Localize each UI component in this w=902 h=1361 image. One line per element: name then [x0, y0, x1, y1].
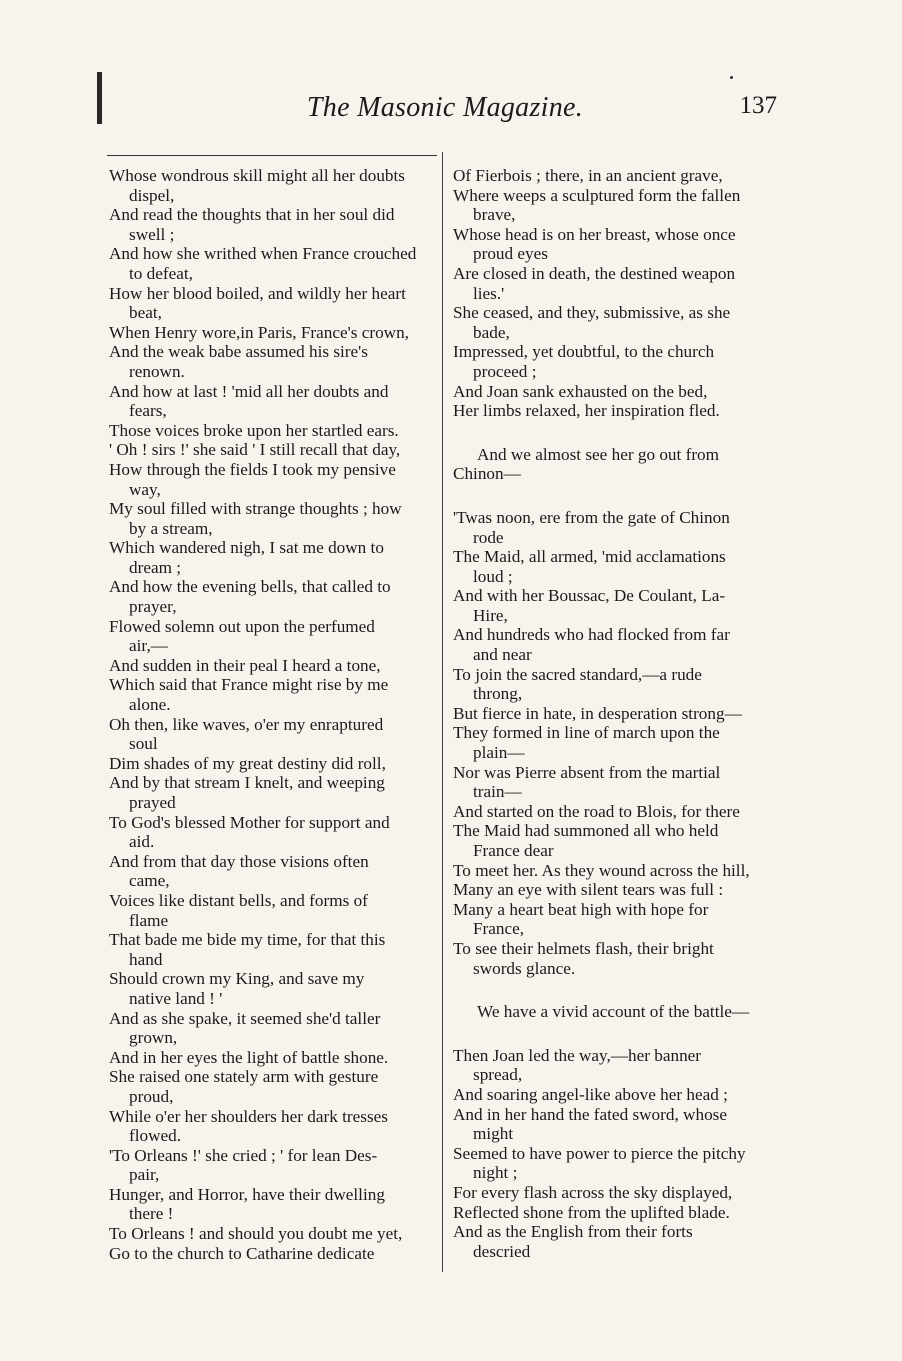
verse-line: To see their helmets flash, their bright: [453, 938, 714, 958]
verse-line: hand: [129, 949, 163, 969]
verse-line: native land ! ': [129, 988, 223, 1008]
verse-line: alone.: [129, 695, 171, 715]
margin-mark: [97, 72, 102, 124]
verse-line: soul: [129, 734, 158, 754]
verse-line: Oh then, like waves, o'er my enraptured: [109, 714, 384, 734]
verse-line: Impressed, yet doubtful, to the church: [453, 342, 715, 362]
verse-line: renown.: [129, 361, 185, 381]
verse-line: air,—: [129, 636, 168, 656]
prose-line: We have a vivid account of the battle—: [477, 1002, 750, 1022]
running-title: The Masonic Magazine.: [306, 92, 584, 123]
verse-line: loud ;: [473, 566, 513, 586]
verse-line: And how at last ! 'mid all her doubts and: [109, 381, 389, 401]
verse-line: bade,: [473, 322, 510, 342]
verse-line: Hire,: [473, 605, 508, 625]
verse-line: She raised one stately arm with gesture: [109, 1067, 379, 1087]
verse-line: Voices like distant bells, and forms of: [109, 890, 368, 910]
verse-line: And in her eyes the light of battle shone.: [109, 1047, 389, 1067]
verse-line: And how she writhed when France crouched: [109, 244, 417, 264]
verse-line: swords glance.: [473, 958, 576, 978]
verse-line: And from that day those visions often: [109, 851, 369, 871]
verse-line: prayer,: [129, 597, 177, 617]
verse-line: And with her Boussac, De Coulant, La-: [453, 586, 726, 606]
verse-line: fears,: [129, 401, 167, 421]
verse-line: descried: [473, 1241, 531, 1261]
verse-line: 'Twas noon, ere from the gate of Chinon: [453, 507, 730, 527]
left-column: [109, 166, 434, 1263]
verse-line: France dear: [473, 841, 554, 860]
verse-line: Of Fierbois ; there, in an ancient grave,: [453, 166, 723, 185]
verse-line: brave,: [473, 205, 516, 225]
verse-line: night ;: [473, 1163, 518, 1183]
verse-line: To join the sacred standard,—a rude: [453, 664, 702, 684]
verse-line: by a stream,: [129, 518, 213, 538]
verse-line: Which said that France might rise by me: [109, 675, 389, 695]
verse-line: grown,: [129, 1028, 178, 1048]
verse-line: To God's blessed Mother for support and: [109, 812, 390, 832]
verse-line: Which wandered nigh, I sat me down to: [109, 538, 384, 558]
verse-line: And by that stream I knelt, and weeping: [109, 773, 385, 793]
verse-line: How through the fields I took my pensive: [109, 459, 396, 479]
verse-line: train—: [473, 782, 522, 802]
verse-line: to defeat,: [129, 263, 193, 283]
verse-line: might: [473, 1124, 514, 1144]
verse-line: Where weeps a sculptured form the fallen: [453, 185, 741, 205]
verse-line: flame: [129, 910, 169, 930]
verse-line: Nor was Pierre absent from the martial: [453, 762, 721, 782]
verse-line: Whose wondrous skill might all her doubts: [109, 166, 405, 185]
verse-line: And hundreds who had flocked from far: [453, 625, 730, 645]
verse-line: And in her hand the fated sword, whose: [453, 1104, 727, 1124]
verse-line: And as she spake, it seemed she'd taller: [109, 1008, 381, 1028]
verse-line: To meet her. As they wound across the hill,: [453, 860, 750, 880]
verse-line: Hunger, and Horror, have their dwelling: [109, 1184, 385, 1204]
verse-line: While o'er her shoulders her dark tresses: [109, 1106, 388, 1126]
verse-line: The Maid had summoned all who held: [453, 821, 719, 841]
verse-line: spread,: [473, 1065, 523, 1085]
column-divider: [442, 152, 443, 1272]
stanza-gap: [453, 978, 778, 1002]
verse-line: And how the evening bells, that called to: [109, 577, 391, 597]
verse-line: And started on the road to Blois, for there: [453, 801, 740, 821]
verse-line: For every flash across the sky displayed,: [453, 1182, 733, 1202]
verse-line: To Orleans ! and should you doubt me yet,: [109, 1224, 403, 1244]
verse-line: Are closed in death, the destined weapon: [453, 263, 736, 283]
verse-line: pair,: [129, 1165, 160, 1185]
stanza-gap: [453, 1022, 778, 1046]
verse-line: France,: [473, 919, 525, 939]
verse-line: Go to the church to Catharine dedicate: [109, 1243, 375, 1263]
verse-line: And sudden in their peal I heard a tone,: [109, 655, 381, 675]
verse-line: lies.': [473, 283, 505, 303]
verse-line: But fierce in hate, in desperation strong—: [453, 703, 742, 723]
verse-line: And the weak babe assumed his sire's: [109, 342, 368, 362]
verse-line: dream ;: [129, 557, 182, 577]
verse-line: Flowed solemn out upon the perfumed: [109, 616, 375, 636]
verse-line: way,: [129, 479, 161, 499]
verse-line: My soul filled with strange thoughts ; how: [109, 499, 402, 519]
verse-line: Many a heart beat high with hope for: [453, 899, 709, 919]
verse-line: When Henry wore,in Paris, France's crown,: [109, 322, 409, 342]
verse-line: aid.: [129, 832, 155, 852]
stanza-gap: [453, 421, 778, 445]
verse-line: Chinon—: [453, 464, 521, 484]
verse-line: there !: [129, 1204, 174, 1224]
header-rule: [107, 155, 437, 156]
verse-line: ' Oh ! sirs !' she said ' I still recall that day,: [109, 440, 401, 460]
verse-line: Reflected shone from the uplifted blade.: [453, 1202, 730, 1222]
page-header: [105, 90, 785, 130]
right-column: [453, 166, 778, 1261]
verse-line: throng,: [473, 684, 523, 704]
page-number: 137: [739, 92, 777, 119]
verse-line: Should crown my King, and save my: [109, 969, 365, 989]
verse-line: prayed: [129, 793, 176, 812]
verse-line: beat,: [129, 303, 162, 323]
verse-line: That bade me bide my time, for that this: [109, 930, 386, 950]
verse-line: 'To Orleans !' she cried ; ' for lean Des-: [109, 1145, 378, 1165]
verse-line: rode: [473, 527, 504, 547]
verse-line: Then Joan led the way,—her banner: [453, 1045, 702, 1065]
verse-line: The Maid, all armed, 'mid acclamations: [453, 547, 726, 567]
verse-line: and near: [473, 645, 532, 665]
verse-line: She ceased, and they, submissive, as she: [453, 303, 731, 323]
verse-line: plain—: [473, 743, 525, 763]
verse-line: And read the thoughts that in her soul did: [109, 205, 395, 225]
verse-line: And Joan sank exhausted on the bed,: [453, 381, 708, 401]
verse-line: They formed in line of march upon the: [453, 723, 720, 743]
verse-line: flowed.: [129, 1126, 182, 1146]
verse-line: Whose head is on her breast, whose once: [453, 224, 736, 244]
verse-line: proud eyes: [473, 244, 548, 264]
verse-line: proud,: [129, 1086, 174, 1106]
verse-line: came,: [129, 871, 170, 891]
verse-line: And as the English from their forts: [453, 1222, 693, 1242]
verse-line: How her blood boiled, and wildly her heart: [109, 283, 406, 303]
print-dot: [730, 76, 733, 79]
stanza-gap: [453, 484, 778, 508]
verse-line: dispel,: [129, 185, 175, 205]
verse-line: Her limbs relaxed, her inspiration fled.: [453, 401, 720, 421]
verse-line: proceed ;: [473, 361, 537, 381]
verse-line: swell ;: [129, 224, 175, 244]
prose-line: And we almost see her go out from: [477, 444, 720, 464]
verse-line: Seemed to have power to pierce the pitchy: [453, 1143, 746, 1163]
verse-line: And soaring angel-like above her head ;: [453, 1084, 728, 1104]
verse-line: Many an eye with silent tears was full :: [453, 880, 724, 900]
verse-line: Those voices broke upon her startled ears.: [109, 420, 399, 440]
verse-line: Dim shades of my great destiny did roll,: [109, 753, 386, 773]
